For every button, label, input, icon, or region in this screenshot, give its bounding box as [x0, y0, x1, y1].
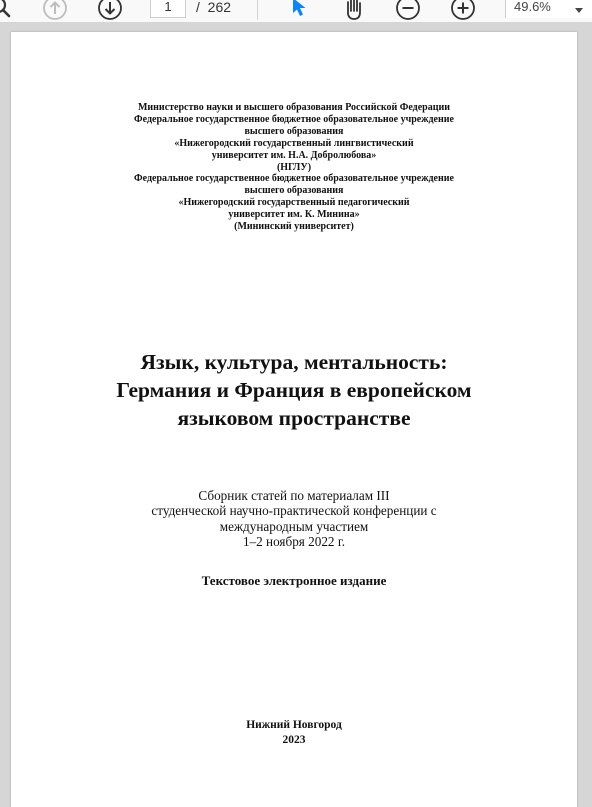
- chevron-down-icon: [574, 2, 584, 20]
- pdf-toolbar: [0, 0, 592, 22]
- zoom-value: 49.6%: [514, 0, 551, 14]
- imprint-year: 2023: [282, 733, 306, 746]
- page-total-label: / 262: [196, 0, 232, 15]
- zoom-out-icon[interactable]: [394, 0, 422, 22]
- header-line: «Нижегородский государственный педагогический: [178, 197, 410, 209]
- subtitle-line: Сборник статей по материалам III: [198, 488, 390, 503]
- institution-header: [11, 102, 577, 233]
- header-line: университет им. К. Минина»: [228, 209, 360, 221]
- title-line: Германия и Франция в европейском: [116, 378, 472, 402]
- header-line: (Мининский университет): [234, 221, 354, 233]
- document-subtitle: [11, 488, 577, 549]
- header-line: высшего образования: [244, 185, 344, 197]
- header-line: Федеральное государственное бюджетное образовательное учреждение: [134, 173, 454, 185]
- imprint: [11, 718, 577, 747]
- header-line: высшего образования: [244, 125, 344, 137]
- toolbar-divider: [257, 0, 258, 20]
- title-line: Язык, культура, ментальность:: [140, 350, 448, 374]
- search-icon[interactable]: [0, 0, 15, 22]
- cursor-icon[interactable]: [287, 0, 315, 22]
- header-line: (НГЛУ): [276, 161, 312, 173]
- header-line: Федеральное государственное бюджетное образовательное учреждение: [134, 113, 454, 125]
- arrow-up-icon[interactable]: [41, 0, 69, 22]
- hand-icon[interactable]: [340, 0, 368, 22]
- edition-label: Текстовое электронное издание: [201, 573, 387, 588]
- zoom-select[interactable]: [505, 0, 592, 18]
- document-viewer[interactable]: [0, 22, 592, 807]
- header-line: Министерство науки и высшего образования Российской Федерации: [137, 102, 451, 113]
- imprint-city: Нижний Новгород: [246, 719, 342, 731]
- subtitle-line: студенческой научно-практической конференции с: [151, 503, 437, 519]
- document-title: [11, 348, 577, 432]
- pdf-page: [11, 32, 577, 807]
- title-line: языковом пространстве: [177, 406, 411, 430]
- page-number-input[interactable]: 1: [150, 0, 186, 18]
- arrow-down-icon[interactable]: [96, 0, 124, 22]
- zoom-in-icon[interactable]: [449, 0, 477, 22]
- subtitle-line: международным участием: [219, 518, 369, 534]
- header-line: университет им. Н.А. Добролюбова»: [211, 149, 377, 161]
- header-line: «Нижегородский государственный лингвистический: [174, 137, 414, 149]
- subtitle-line: 1–2 ноября 2022 г.: [242, 533, 346, 549]
